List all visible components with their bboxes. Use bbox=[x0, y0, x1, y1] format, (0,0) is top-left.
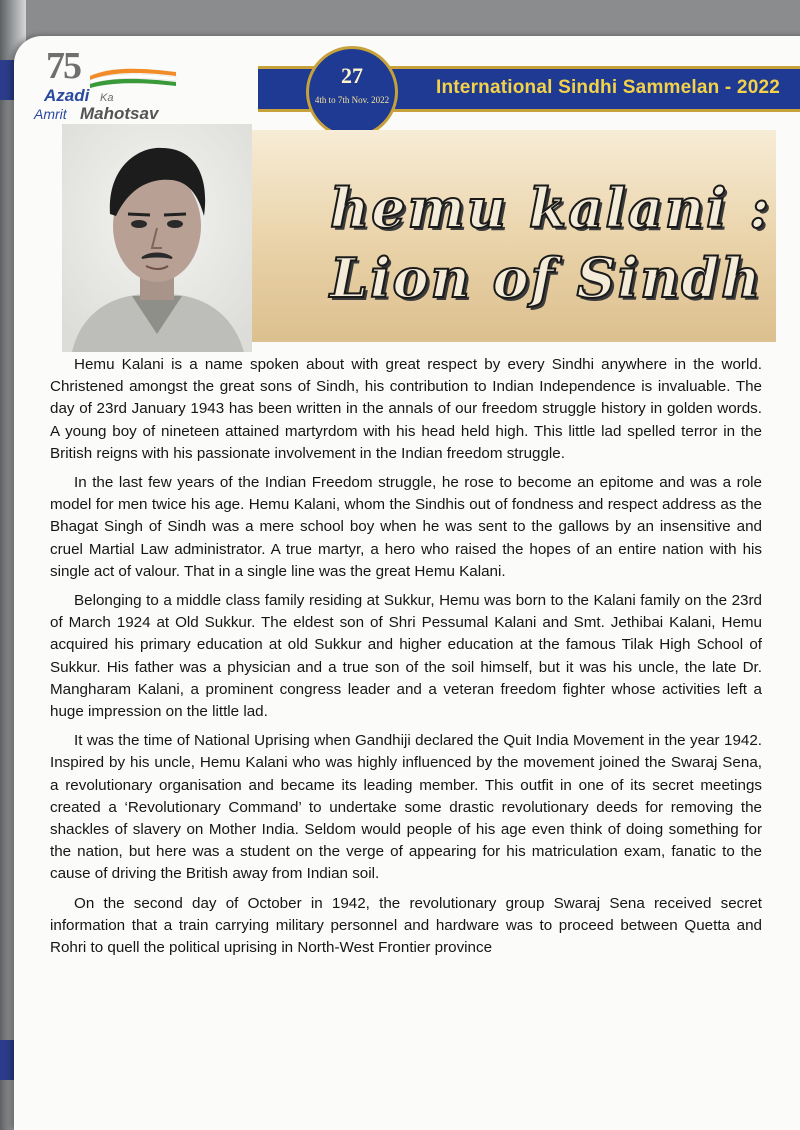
spine-band-bottom bbox=[0, 1040, 14, 1080]
logo-word-amrit: Amrit bbox=[34, 106, 67, 122]
article-body bbox=[50, 354, 762, 966]
badge-dates: 4th to 7th Nov. 2022 bbox=[314, 95, 390, 105]
azadi-ka-amrit-mahotsav-logo bbox=[32, 44, 182, 126]
paragraph-1: Hemu Kalani is a name spoken about with great respect by every Sindhi anywhere in the world. Christened amongst the great sons of Sindh, his contribution to Indian Independence is invaluable. The day of 23rd January 1943 has been written in the annals of our freedom struggle history in golden words. A young boy of nineteen attained martyrdom with his head held high. This little lad spelled terror in the British reigns with his passionate involvement in the Indian freedom struggle. bbox=[50, 356, 762, 462]
paragraph-5: On the second day of October in 1942, the revolutionary group Swaraj Sena received secret information that a train carrying military personnel and hardware was to proceed between Quetta and Rohri to quell the political uprising in North-West Frontier province bbox=[50, 894, 762, 957]
article-title-line1: hemu kalani : bbox=[330, 176, 772, 240]
paragraph-2: In the last few years of the Indian Freedom struggle, he rose to become an epitome and was a role model for men twice his age. Hemu Kalani, whom the Sindhis out of fondness and respect address as the Bhagat Singh of Sindh was a mere school boy when he was sent to the gallows by an insensitive and cruel Martial Law administrator. A true martyr, a hero who raised the hopes of an entire nation with his single act of valour. That in a single line was the great Hemu Kalani. bbox=[50, 474, 762, 580]
article-title-line2: Lion of Sindh bbox=[330, 246, 763, 310]
flag-swoosh-icon bbox=[88, 66, 178, 90]
logo-word-ka: Ka bbox=[100, 92, 114, 104]
anniversary-badge bbox=[306, 46, 398, 138]
paragraph-3: Belonging to a middle class family residing at Sukkur, Hemu was born to the Kalani family on the 23rd of March 1924 at Old Sukkur. The eldest son of Shri Pessumal Kalani and Smt. Jethibai Kalani, Hemu acquired his primary education at old Sukkur and higher education at the famous Tilak High School of Sukkur. His father was a physician and a true son of the soil himself, but it was his uncle, the late Dr. Mangharam Kalani, a prominent congress leader and a veteran freedom fighter whose activities left a huge impression on the little lad. bbox=[50, 592, 762, 721]
spine-band-top bbox=[0, 60, 14, 100]
header-title: International Sindhi Sammelan - 2022 bbox=[435, 77, 780, 98]
logo-number: 75 bbox=[46, 45, 80, 87]
badge-number: 27 bbox=[341, 63, 363, 88]
portrait-image bbox=[62, 124, 252, 352]
logo-word-azadi: Azadi bbox=[44, 86, 90, 105]
magazine-page bbox=[14, 36, 800, 1130]
logo-word-mahotsav: Mahotsav bbox=[80, 104, 159, 123]
paragraph-4: It was the time of National Uprising when Gandhiji declared the Quit India Movement in the year 1942. Inspired by his uncle, Hemu Kalani who was highly influenced by the movement joined the Swaraj Sena, a revolutionary organisation and became its leading member. This outfit in one of its secret meetings created a ‘Revolutionary Command’ to undertake some drastic revolutionary deeds for removing the shackles of slavery on Mother India. Seldom would people of his age even think of doing something for the nation, but here was a student on the verge of appearing for his matriculation exam, fanatic to the cause of driving the British away from Indian soil. bbox=[50, 732, 762, 883]
